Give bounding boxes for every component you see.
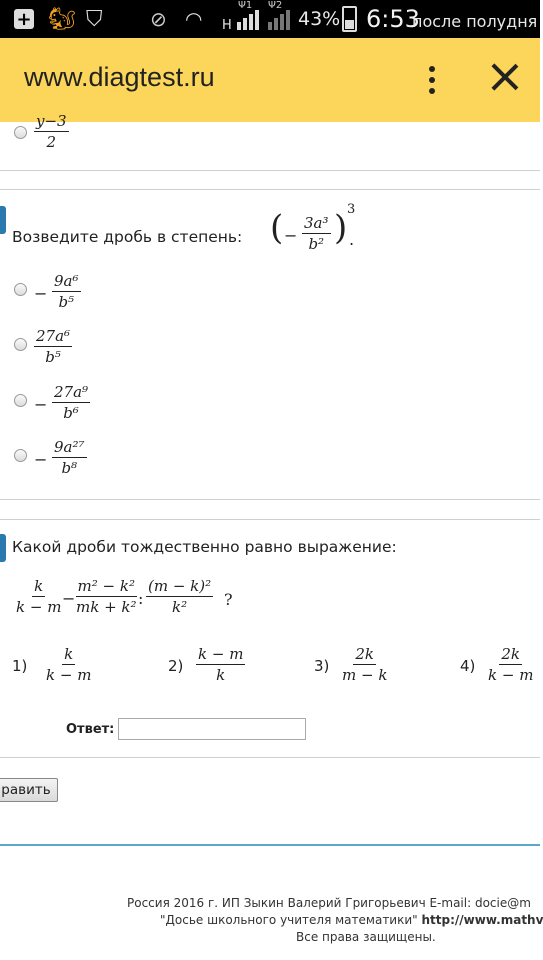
battery-percent: 43% (298, 8, 341, 30)
question-expression: $\frac{\text{3a³}}{\text{b²}}$ (304, 214, 329, 253)
footer-copyright: Россия 2016 г. ИП Зыкин Валерий Григорьевич E-mail: docie@m (127, 896, 531, 910)
option-label: 4) (460, 657, 476, 675)
expr-fraction-2: $\frac{\text{m² − k²}}{\text{mk + k²}}$ (76, 577, 137, 616)
radio-option-3[interactable] (14, 394, 27, 407)
radio-option-2[interactable] (14, 338, 27, 351)
battery-icon (342, 0, 357, 38)
question-marker (0, 206, 6, 234)
status-bar (0, 0, 540, 38)
option-fraction: $\frac{\text{27a⁶}}{\text{b⁵}}$ (36, 327, 71, 366)
radio-option-1[interactable] (14, 283, 27, 296)
question-text: Какой дроби тождественно равно выражение: (12, 538, 397, 556)
close-icon[interactable] (488, 60, 522, 94)
option-label: 3) (314, 657, 330, 675)
expr-fraction-1: $\frac{k}{k - m}$ (16, 577, 62, 616)
divider (0, 519, 540, 520)
answer-input[interactable] (118, 718, 306, 740)
footer-rights: Все права защищены. (296, 930, 436, 944)
plus-icon: + (14, 9, 34, 29)
question-marker (0, 534, 6, 562)
fraction: $\frac{y-3}{2}$ (36, 112, 67, 151)
footer-site: "Досье школьного учителя математики" http://www.mathv (160, 913, 543, 927)
sim2-label: Ψ2 (268, 0, 283, 11)
divider (0, 757, 540, 758)
option-fraction: $\frac{2k}{k - m}$ (488, 645, 534, 684)
shield-icon: ⛉ (86, 6, 103, 32)
signal-icon (237, 0, 259, 38)
divider (0, 189, 540, 190)
paren-right: ) (334, 208, 348, 248)
url-text[interactable]: www.diagtest.ru (24, 62, 215, 92)
option-fraction: $\frac{\text{9a⁶}}{\text{b⁵}}$ (54, 272, 79, 311)
footer-link[interactable]: http://www.mathv (421, 913, 543, 927)
option-fraction: $\frac{k - m}{k}$ (198, 645, 244, 684)
footer-divider (0, 844, 540, 846)
divider (0, 499, 540, 500)
signal-icon (268, 0, 290, 38)
exponent: 3 (347, 202, 356, 217)
submit-button[interactable]: равить (0, 778, 58, 802)
question-text: Возведите дробь в степень: (12, 228, 243, 246)
network-type: H (222, 17, 232, 33)
divider (0, 170, 540, 171)
radio-option-4[interactable] (14, 449, 27, 462)
answer-label: Ответ: (66, 722, 115, 737)
page-content: $\frac{y-3}{2}$ Возведите дробь в степень: ( − $\frac{\text{3a³}}{\text{b²}}$ ) 3 . − $\frac{\text{9a⁶}}{\text{b⁵}}$ $\frac{\text{27a⁶}}{\text{b⁵}}$ − $\frac{\text{27a⁹}}{\text{b⁶}}$ − $\frac{\text{9a²⁷}}{\text{b⁸}}$ Какой дроби тождественно равно выражение: $\frac{k}{k - m}$ − $\frac{\text{m² − k²}}{\text{mk + k²}}$ : $\frac{\text{(m − k)²}}{\text{k²}}$ ? 1) $\frac{k}{k - m}$ 2) $\frac{k - m}{k}$ 3) $\frac{2k}{m - k}$ 4) $\frac{2k}{k - m}$ Ответ: равить Россия 2016 г. ИП Зыкин Валерий Григорьевич E-mail: docie@m "Досье школьного учителя математики" http://www.mathv Все права защищены. (0, 122, 540, 960)
option-fraction: $\frac{k}{k - m}$ (46, 645, 92, 684)
clock-time: 6:53 (366, 5, 420, 33)
clock-ampm: после полудня (412, 11, 538, 31)
more-vert-icon[interactable] (420, 66, 444, 96)
browser-toolbar (0, 38, 540, 122)
expr-fraction-3: $\frac{\text{(m − k)²}}{\text{k²}}$ (148, 577, 212, 616)
option-label: 2) (168, 657, 184, 675)
option-fraction: $\frac{\text{27a⁹}}{\text{b⁶}}$ (54, 383, 89, 422)
option-fraction: $\frac{2k}{m - k}$ (342, 645, 388, 684)
option-label: 1) (12, 657, 28, 675)
minus-sign: − (284, 226, 298, 245)
wifi-icon: ◠ (185, 7, 203, 31)
squirrel-icon: 🐿 (48, 6, 76, 32)
option-fraction: $\frac{\text{9a²⁷}}{\text{b⁸}}$ (54, 438, 85, 477)
radio-option[interactable] (14, 126, 27, 139)
sim1-label: Ψ1 (238, 0, 253, 11)
period: . (349, 230, 355, 249)
mute-icon: ⊘ (150, 7, 167, 31)
paren-left: ( (270, 208, 284, 248)
